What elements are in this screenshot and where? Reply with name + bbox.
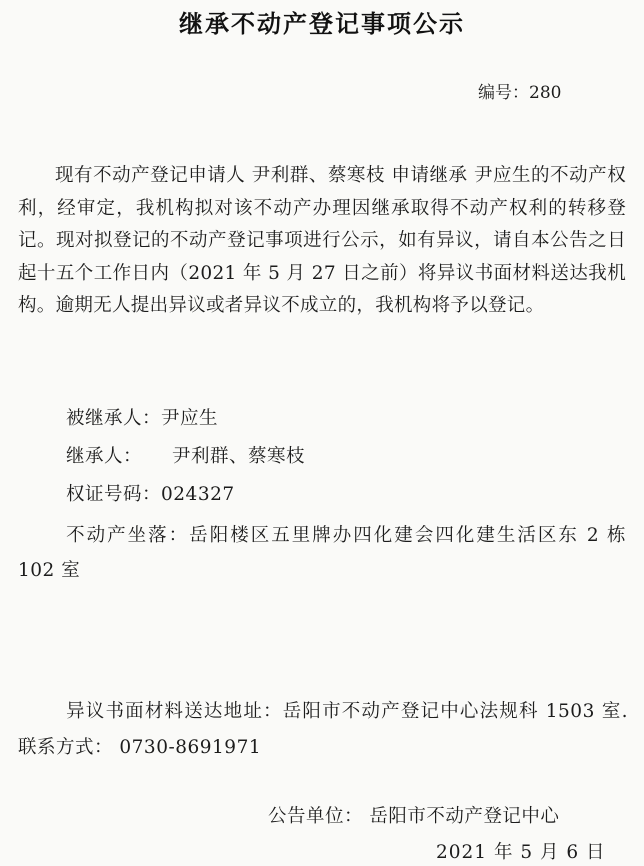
heirs-value: 尹利群、蔡寒枝: [172, 446, 306, 467]
heirs-label: 继承人：: [66, 446, 143, 467]
notice-title: 继承不动产登记事项公示: [179, 10, 465, 38]
decedent-line: [66, 404, 218, 430]
property-location: 不动产坐落：岳阳楼区五里牌办四化建会四化建生活区东 2 栋 102 室: [18, 525, 626, 581]
notice-paragraph: 现有不动产登记申请人 尹利群、蔡寒枝 申请继承 尹应生的不动产权利，经审定，我机构拟对该不动产办理因继承取得不动产权利的转移登记。现对拟登记的不动产登记事项进行公示，如有异议，请自本公告之日起十五个工作日内（2021 年 5 月 27 日之前）将异议书面材料送达我机构。逾期无人提出异议或者异议不成立的，我机构将予以登记。: [18, 165, 626, 317]
issue-date: 2021 年 5 月 6 日: [436, 842, 606, 863]
objection-address: 异议书面材料送达地址：岳阳市不动产登记中心法规科 1503 室. 联系方式： 0730-8691971: [18, 701, 628, 758]
decedent-label: 被继承人：: [66, 408, 162, 429]
heirs-line: [66, 442, 305, 468]
decedent-value: 尹应生: [161, 408, 219, 429]
issuing-unit: 公告单位： 岳阳市不动产登记中心: [268, 806, 560, 827]
certificate-label: 权证号码：: [66, 484, 162, 505]
document-number: 编号：280: [478, 83, 562, 103]
certificate-line: [66, 480, 235, 506]
certificate-number: 024327: [161, 484, 235, 505]
